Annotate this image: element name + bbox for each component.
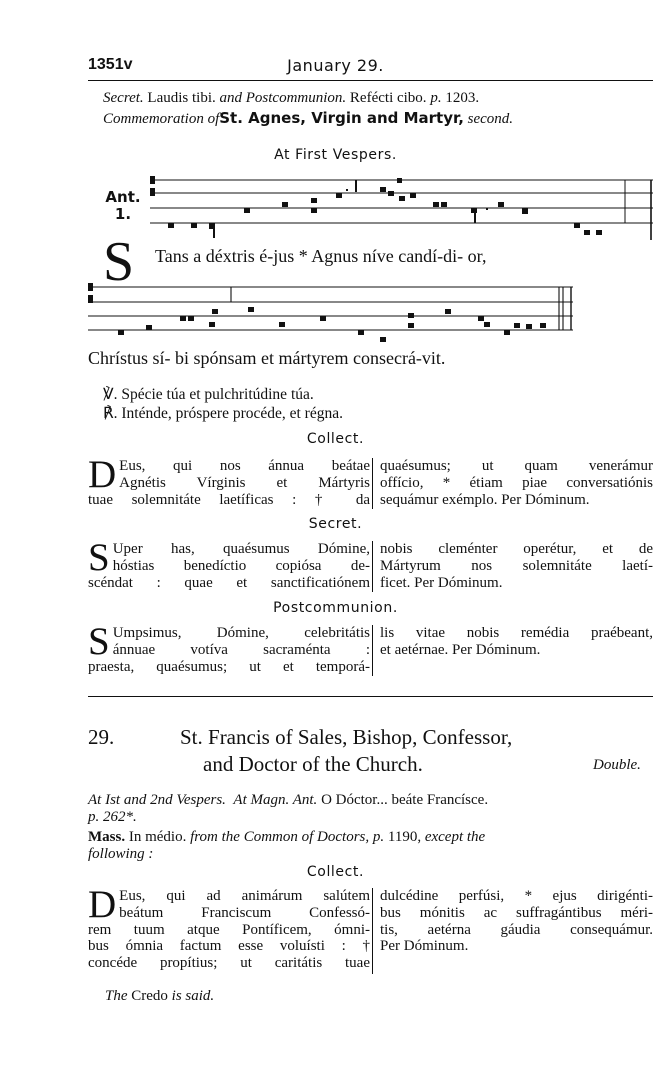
- drop-cap: D: [88, 883, 117, 926]
- agnes-postcommunion-heading: Postcommunion.: [273, 600, 398, 616]
- section-rule: [88, 696, 653, 697]
- versicle: ℣. Spécie túa et pulchritúdine túa.: [103, 386, 314, 403]
- drop-cap: S: [88, 536, 110, 579]
- mass-note: Mass. In médio. from the Common of Doctors, p. 1190, except the following :: [88, 829, 486, 862]
- agnes-secret-left: S Uper has, quaésumus Dómine, hóstias benedíctio copiósa de- scéndat : quae et sanctificatiónem: [88, 536, 370, 591]
- chant-lyric-1: Tans a déxtris é-jus * Agnus níve candí-di- or,: [155, 246, 487, 266]
- secret-line: Secret. Laudis tibi. and Postcommunion. Refécti cibo. p. 1203.: [103, 90, 480, 106]
- agnes-secret-heading: Secret.: [308, 516, 363, 532]
- antiphon-initial: S: [103, 231, 135, 293]
- feast-title-line2: and Doctor of the Church.: [203, 752, 423, 776]
- column-divider: [372, 625, 373, 676]
- response: ℟. Inténde, próspere procéde, et régna.: [103, 405, 343, 422]
- column-divider: [372, 458, 373, 509]
- francis-collect-heading: Collect.: [306, 864, 365, 880]
- agnes-collect-heading: Collect.: [306, 431, 365, 447]
- page-number: 1351v: [88, 56, 133, 73]
- chant-lyric-2: Chrístus sí- bi spónsam et mártyrem consecrá-vit.: [88, 348, 446, 368]
- agnes-postcommunion-right: lis vitae nobis remédia praébeant, et aetérnae. Per Dóminum.: [380, 625, 653, 658]
- vespers-note: At Ist and 2nd Vespers. At Magn. Ant. O Dóctor... beáte Francísce. p. 262*.: [88, 792, 489, 825]
- agnes-collect-right: quaésumus; ut quam venerámur offício, * étiam piae conversatiónis sequámur exémplo. Per Dóminum.: [380, 458, 653, 508]
- drop-cap: S: [88, 620, 110, 663]
- commemoration-line: Commemoration ofSt. Agnes, Virgin and Martyr, second.: [103, 109, 514, 127]
- francis-collect-left: D Eus, qui ad animárum salútem beátum Franciscum Confessó- rem tuum atque Pontíficem, ómni- bus ómnia factum esse voluísti : † concéde propítius; ut caritátis tuae: [88, 883, 370, 972]
- vespers-heading: At First Vespers.: [274, 147, 397, 163]
- column-divider: [372, 541, 373, 592]
- credo-note: The Credo is said.: [105, 988, 215, 1004]
- agnes-postcommunion-left: S Umpsimus, Dómine, celebritátis ánnuae votíva sacraménta : praesta, quaésumus; ut et temporá-: [88, 620, 370, 675]
- agnes-secret-right: nobis cleménter operétur, et de Mártyrum nos solemnitáte laetí- ficet. Per Dóminum.: [380, 541, 653, 591]
- drop-cap: D: [88, 453, 117, 496]
- column-divider: [372, 888, 373, 974]
- agnes-collect-left: D Eus, qui nos ánnua beátae Agnétis Vírginis et Mártyris tuae solemnitáte laetíficas : † da: [88, 453, 370, 508]
- feast-rank: Double.: [593, 757, 641, 773]
- feast-day-number: 29.: [88, 725, 115, 749]
- antiphon-label: Ant. 1.: [105, 188, 141, 223]
- feast-title-line1: St. Francis of Sales, Bishop, Confessor,: [180, 725, 513, 749]
- francis-collect-right: dulcédine perfúsi, * ejus dirigénti- bus mónitis ac suffragántibus méri- tis, aetérna gáudia consequámur. Per Dóminum.: [380, 888, 653, 955]
- page-header-title: January 29.: [287, 56, 384, 75]
